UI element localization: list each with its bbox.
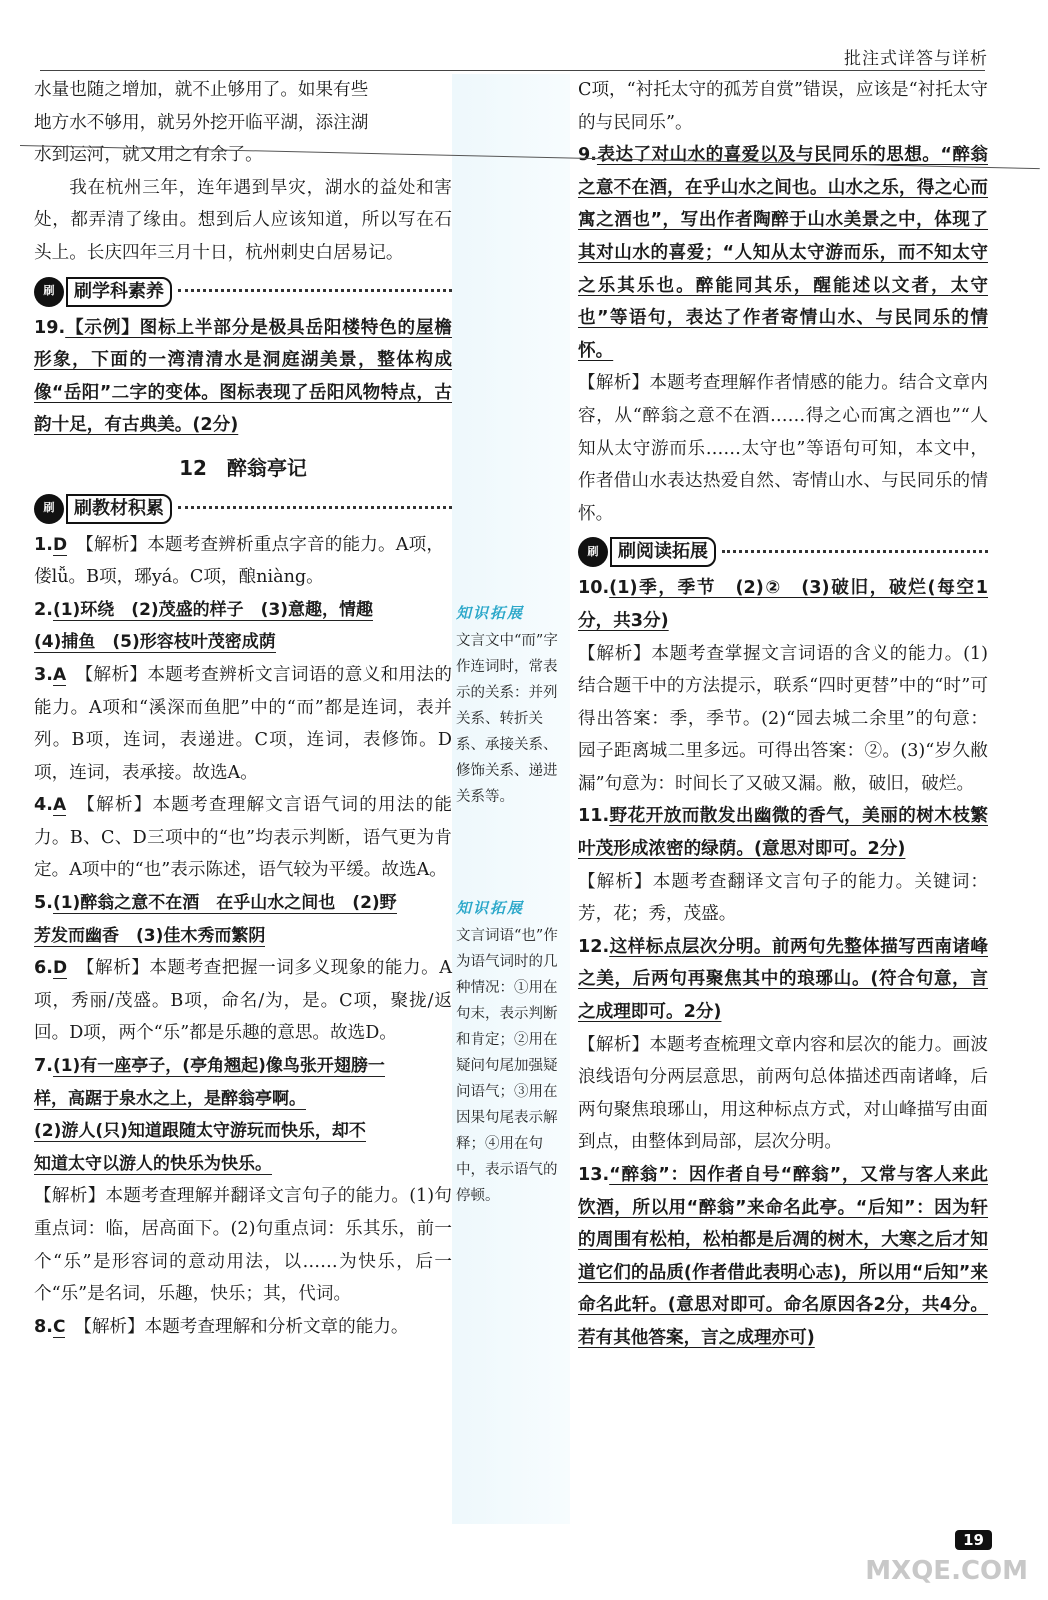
q1-number: 1. [34,534,53,555]
q5 [34,887,452,952]
q9-number: 9. [578,145,597,166]
q7-answer-line1: (1)有一座亭子，(亭角翘起)像鸟张开翅膀一 [52,1056,385,1077]
top-para-line1: 水量也随之增加，就不止够用了。如果有些 [34,80,369,100]
right-column [578,74,988,1355]
q11-answer: 野花开放而散发出幽微的香气，美丽的树木枝繁叶茂形成浓密的绿荫。(意思对即可。2分) [578,806,988,860]
q3-answer: A [52,664,67,685]
q12-number: 12. [578,936,610,957]
q7-answer-line4: 知道太守以游人的快乐为快乐。 [34,1153,272,1174]
q7-number: 7. [34,1056,53,1077]
book-icon: 刷 [34,277,64,307]
q2-answer-line1: (1)环绕 (2)茂盛的样子 (3)意趣，情趣 [52,599,374,620]
section-title: 刷学科素养 [66,277,172,307]
q9 [578,139,988,367]
q3 [34,659,452,789]
q13 [578,1159,988,1355]
page-number: 19 [955,1530,992,1550]
q2-answer-line2: (4)捕鱼 (5)形容枝叶茂密成荫 [34,632,276,653]
q2-number: 2. [34,599,53,620]
q9-analysis: 【解析】本题考查理解作者情感的能力。结合文章内容，从“醉翁之意不在酒……得之心而寓之酒也”“人知从太守游而乐……太守也”等语句可知，本文中，作者借山水表达热爱自然、寄情山水、与民同乐的情怀。 [578,373,988,524]
q6-answer: D [52,958,68,979]
knowledge-note-2 [456,895,566,1209]
chapter-title: 12 醉翁亭记 [179,455,307,480]
q19-answer: 【示例】图标上半部分是极具岳阳楼特色的屋檐形象，下面的一湾清清水是洞庭湖美景，整体构成像“岳阳”二字的变体。图标表现了岳阳风物特点，古韵十足，有古典美。(2分) [34,317,452,436]
knowledge-note-1 [456,600,566,810]
q8-analysis: 【解析】本题考查理解和分析文章的能力。 [83,1316,409,1337]
note-title: 知识拓展 [456,604,525,622]
q6-analysis: 【解析】本题考查把握一词多义现象的能力。A项，秀丽/茂盛。B项，命名/为，是。C项，聚拢/返回。D项，两个“乐”都是乐趣的意思。故选D。 [34,958,452,1044]
q1-analysis: 【解析】本题考查辨析重点字音的能力。A项，偻lǚ。B项，琊yá。C项，酿niàng。 [34,534,444,588]
dotted-rule [178,289,452,292]
watermark: MXQE.COM [865,1556,1028,1586]
q19 [34,312,452,442]
q7-answer-line3: (2)游人(只)知道跟随太守游玩而快乐，却不 [34,1121,366,1142]
q10 [578,572,988,637]
q1-answer: D [52,534,68,555]
section-header-literacy [34,276,452,308]
book-icon: 刷 [34,494,64,524]
q5-number: 5. [34,893,53,914]
note-body: 文言词语“也”作为语气词时的几种情况：①用在句末，表示判断和肯定；②用在疑问句尾加强疑问语气；③用在因果句尾表示解释；④用在句中，表示语气的停顿。 [456,928,558,1204]
q7 [34,1050,452,1180]
q11-analysis: 【解析】本题考查翻译文言句子的能力。关键词：芳，花；秀，茂盛。 [578,871,988,925]
q3-number: 3. [34,664,53,685]
q10-number: 10. [578,578,610,599]
translation-paragraph: 我在杭州三年，连年遇到旱灾，湖水的益处和害处，都弄清了缘由。想到后人应该知道，所以写在石头上。长庆四年三月十日，杭州刺史白居易记。 [34,177,452,263]
q7-answer-line2: 样，高踞于泉水之上，是醉翁亭啊。 [34,1088,306,1109]
top-para-line3: 水到运河，就又用之有余了。 [34,145,263,166]
q5-answer-line1: (1)醉翁之意不在酒 在乎山水之间也 (2)野 [52,893,397,914]
section-title: 刷阅读拓展 [610,537,716,567]
q10-analysis: 【解析】本题考查掌握文言词语的含义的能力。(1)结合题干中的方法提示，联系“四时更替”中的“时”可得出答案：季，季节。(2)“园去城二余里”的句意：园子距离城二里多远。可得出答案：②。(3)“岁久敝漏”句意为：时间长了又破又漏。敝，破旧，破烂。 [578,643,988,794]
note-title: 知识拓展 [456,899,525,917]
q4-number: 4. [34,795,53,816]
dotted-rule [722,550,988,553]
q4-analysis: 【解析】本题考查理解文言语气词的用法的能力。B、C、D三项中的“也”均表示判断，语气更为肯定。A项中的“也”表示陈述，语气较为平缓。故选A。 [34,795,452,881]
q13-number: 13. [578,1165,610,1185]
section-title: 刷教材积累 [66,494,172,524]
header-rule [40,70,985,71]
section-header-reading [578,536,988,568]
q8-continued: C项，“衬托太守的孤芳自赏”错误，应该是“衬托太守的与民同乐”。 [578,80,988,133]
q12-analysis: 【解析】本题考查梳理文章内容和层次的能力。画波浪线语句分两层意思，前两句总体描述西南诸峰，后两句聚焦琅琊山，用这种标点方式，对山峰描写由面到点，由整体到局部，层次分明。 [578,1034,988,1153]
book-icon: 刷 [578,537,608,567]
note-body: 文言文中“而”字作连词时，常表示的关系：并列关系、转折关系、承接关系、修饰关系、递进关系等。 [456,633,558,805]
q9-answer: 表达了对山水的喜爱以及与民同乐的思想。“醉翁之意不在酒，在乎山水之间也。山水之乐，得之心而寓之酒也”，写出作者陶醉于山水美景之中，体现了其对山水的喜爱；“人知从太守游而乐，而不知太守之乐其乐也。醉能同其乐，醒能述以文者，太守也”等语句，表达了作者寄情山水、与民同乐的情怀。 [578,145,988,361]
q6-number: 6. [34,958,53,979]
top-para-line2: 地方水不够用，就另外挖开临平湖，添注湖 [34,112,369,133]
q4 [34,789,452,887]
q7-analysis: 【解析】本题考查理解并翻译文言句子的能力。(1)句重点词：临，居高面下。(2)句重点词：乐其乐，前一个“乐”是形容词的意动用法，以……为快乐，后一个“乐”是名词，乐趣，快乐；其，代词。 [34,1186,452,1305]
running-header: 批注式详答与详析 [844,49,988,69]
q3-analysis: 【解析】本题考查辨析文言词语的意义和用法的能力。A项和“溪深而鱼肥”中的“而”都是连词，表并列。B项，连词，表递进。C项，连词，表修饰。D项，连词，表承接。故选A。 [34,664,452,783]
q11 [578,800,988,865]
q2 [34,594,452,659]
q6 [34,952,452,1050]
q4-answer: A [52,795,67,816]
section-header-textbook [34,493,452,525]
q19-number: 19. [34,317,66,338]
q12 [578,931,988,1029]
q8-answer: C [52,1316,66,1337]
left-column [34,74,452,1343]
q1 [34,529,444,594]
q11-number: 11. [578,806,610,827]
q13-answer: “醉翁”：因作者自号“醉翁”，又常与客人来此饮酒，所以用“醉翁”来命名此亭。“后知”：因为轩的周围有松柏，松柏都是后凋的树木，大寒之后才知道它们的品质(作者借此表明心志)，所以用“后知”来命名此轩。(意思对即可。命名原因各2分，共4分。若有其他答案，言之成理亦可) [578,1165,988,1348]
q8 [34,1311,452,1344]
q10-answer: (1)季，季节 (2)② (3)破旧，破烂(每空1分，共3分) [578,578,988,631]
dotted-rule [178,506,452,509]
q8-number: 8. [34,1316,53,1337]
q12-answer: 这样标点层次分明。前两句先整体描写西南诸峰之美，后两句再聚焦其中的琅琊山。(符合句意，言之成理即可。2分) [578,936,988,1023]
q5-answer-line2: 芳发而幽香 (3)佳木秀而繁阴 [34,925,266,946]
